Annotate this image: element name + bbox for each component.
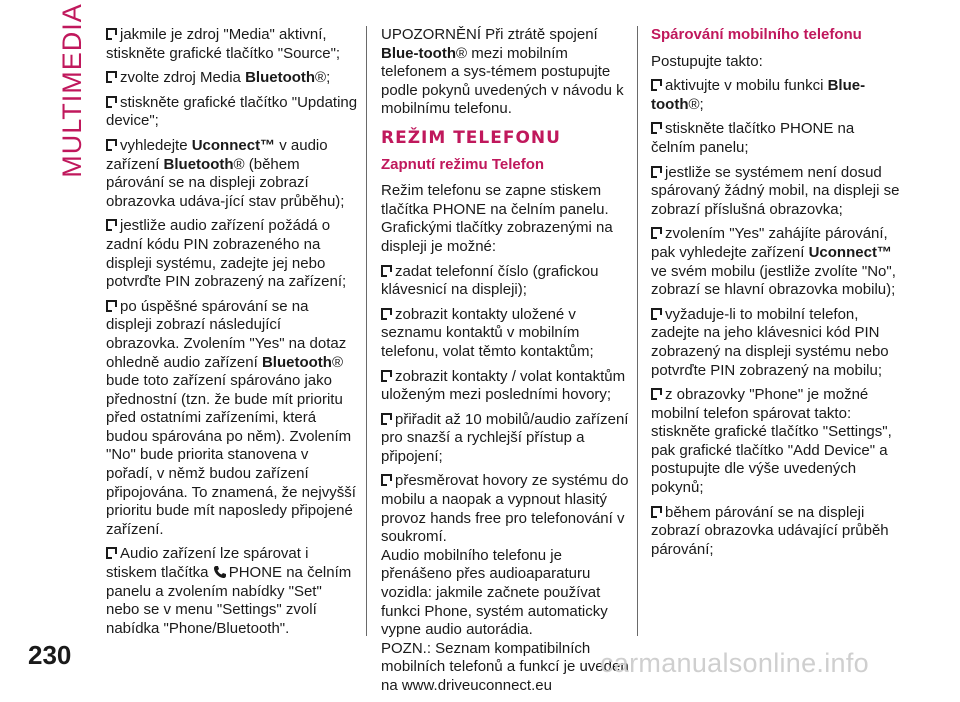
subsection-heading: Spárování mobilního telefonu [651,26,862,43]
paragraph: Režim telefonu se zapne stiskem tlačítka PHONE na čelním panelu. Grafickými tlačítky zobrazenými na displeji je možné: [381,182,613,255]
list-item: zobrazit kontakty uložené v seznamu kontaktů v mobilním telefonu, volat těmto kontaktům; [381,305,594,360]
bullet-icon [106,300,117,312]
list-item: vyžaduje-li to mobilní telefon, zadejte na jeho klávesnici kód PIN zobrazený na displeji systému nebo potvrďte PIN zobrazený na mobilu; [651,305,889,379]
list-item: přiřadit až 10 mobilů/audio zařízení pro snazší a rychlejší přístup a připojení; [381,410,629,465]
paragraph: Audio mobilního telefonu je přenášeno přes audioaparaturu vozidla: jakmile začnete používat funkci Phone, systém automaticky vypne audio autorádia. [381,546,608,639]
list-item: přesměrovat hovory ze systému do mobilu a naopak a vypnout hlasitý provoz hands free pro telefonování v soukromí. [381,472,629,546]
column-2 [381,26,631,702]
note: POZN.: Seznam kompatibilních mobilních telefonů a funkcí je uveden na www.driveuconnect.eu [381,639,629,694]
section-title-vertical [52,2,92,178]
watermark: carmanualsonline.info [600,648,869,678]
section-heading: REŽIM TELEFONU [381,127,561,148]
bullet-icon [106,219,117,231]
list-item: aktivujte v mobilu funkci Blue-tooth®; [651,77,866,113]
bullet-icon [651,227,662,239]
paragraph: Postupujte takto: [651,52,763,70]
column-3 [651,26,901,565]
list-item: zvolením "Yes" zahájíte párování, pak vyhledejte zařízení Uconnect™ ve svém mobilu (jestliže zvolíte "No", zobrazí se hlavní obrazovka mobilu); [651,225,896,299]
list-item: zadat telefonní číslo (grafickou klávesnicí na displeji); [381,262,599,299]
bullet-icon [651,79,662,91]
bullet-icon [106,96,117,108]
bullet-icon [651,388,662,400]
column-divider-2 [637,26,638,636]
list-item: jestliže audio zařízení požádá o zadní kódu PIN zobrazeného na displeji systému, zadejte jej nebo potvrďte PIN zobrazený na zařízení; [106,217,347,291]
list-item: jestliže se systémem není dosud spárovaný žádný mobil, na displeji se zobrazí příslušná obrazovka; [651,163,900,218]
subsection-heading: Zapnutí režimu Telefon [381,155,545,173]
list-item: stiskněte tlačítko PHONE na čelním panelu; [651,120,855,156]
bullet-icon [381,308,392,320]
list-item: z obrazovky "Phone" je možné mobilní telefon spárovat takto: stiskněte grafické tlačítko "Settings", pak grafické tlačítko "Add Device" a postupujte dle výše uvedených pokynů; [651,386,892,497]
bullet-icon [106,71,117,83]
list-item: během párování se na displeji zobrazí obrazovka udávající průběh párování; [651,503,889,558]
bullet-icon [651,506,662,518]
column-divider-1 [366,26,367,636]
bullet-icon [651,122,662,134]
list-item: po úspěšné spárování se na displeji zobrazí následující obrazovka. Zvolením "Yes" na dotaz ohledně audio zařízení Bluetooth® bude toto zařízení spárováno jako přednostní (tzn. že bude mít prioritu před ostatními zařízeními, která budou spárována po něm). Zvolením "No" bude priorita stanovena v pořadí, v němž budou zařízení připojována. To znamená, že nejvyšší prioritu bude mít naposledy připojené zařízení. [106,297,356,538]
bullet-icon [381,474,392,486]
bullet-icon [106,139,117,151]
bullet-icon [106,28,117,40]
list-item: stiskněte grafické tlačítko "Updating device"; [106,93,358,130]
bullet-icon [106,547,117,559]
bullet-icon [381,265,392,277]
list-item: jakmile je zdroj "Media" aktivní, stiskněte grafické tlačítko "Source"; [106,26,341,62]
page-number: 230 [28,640,72,670]
list-item: zobrazit kontakty / volat kontaktům uloženým mezi posledními hovory; [381,367,626,404]
phone-icon [213,565,227,579]
bullet-icon [651,166,662,178]
warning-note: UPOZORNĚNÍ Při ztrátě spojení Blue-tooth® mezi mobilním telefonem a sys-témem postupujte podle pokynů uvedených v návodu k mobilnímu telefonu. [381,26,624,118]
bullet-icon [381,413,392,425]
section-title-text: MULTIMEDIA [56,2,87,178]
bullet-icon [381,370,392,382]
column-1 [106,26,358,644]
list-item: vyhledejte Uconnect™ v audio zařízení Bluetooth® (během párování se na displeji zobrazí obrazovka udáva-jící stav průběhu); [106,136,345,210]
list-item: Audio zařízení lze spárovat i stiskem tlačítka PHONE na čelním panelu a zvolením nabídky "Set" nebo se v menu "Settings" zvolí nabídka "Phone/Bluetooth". [106,545,352,637]
list-item: zvolte zdroj Media Bluetooth®; [106,69,358,88]
bullet-icon [651,308,662,320]
